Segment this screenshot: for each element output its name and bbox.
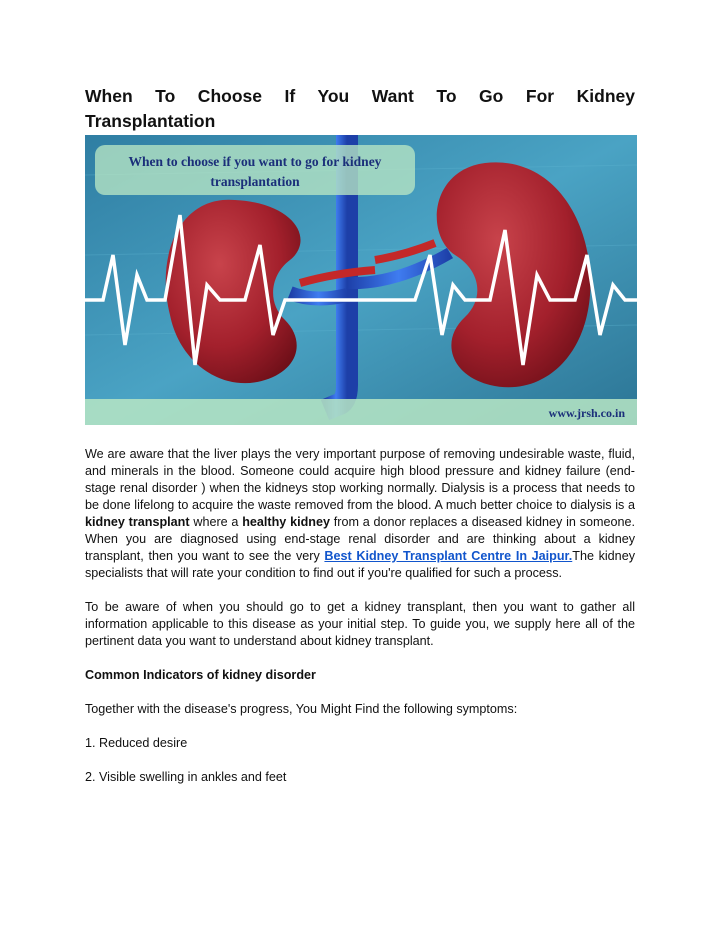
section-heading: Common Indicators of kidney disorder xyxy=(85,668,316,682)
title-line-1: When To Choose If You Want To Go For Kidney xyxy=(85,86,635,106)
article-body xyxy=(85,446,635,803)
transplant-centre-link[interactable]: Best Kidney Transplant Centre In Jaipur. xyxy=(324,549,573,563)
kidney-transplant-bold: kidney transplant xyxy=(85,515,190,529)
banner-line-1: When to choose if you want to go for kidney xyxy=(128,154,382,169)
hero-image xyxy=(85,135,637,425)
title-line-2: Transplantation xyxy=(85,111,216,131)
paragraph-1-text-b: where a xyxy=(189,515,243,529)
website-label: www.jrsh.co.in xyxy=(548,406,625,420)
intro-line: Together with the disease's progress, You Might Find the following symptoms: xyxy=(85,702,518,716)
paragraph-2: To be aware of when you should go to get a kidney transplant, then you want to gather all information applicable to this disease as your initial step. To guide you, we supply here all of the pertinent data you want to understand about kidney transplant. xyxy=(85,600,635,648)
paragraph-1-text-c: from a donor replaces a diseased kidney in someone. When you are diagnosed using end-stage renal disorder and are thinking about a kidney transplant, then you want to see the very xyxy=(85,515,635,563)
left-renal-vein xyxy=(290,293,347,299)
paragraph-1 xyxy=(85,446,635,582)
symptom-item: 2. Visible swelling in ankles and feet xyxy=(85,770,287,784)
banner-line-2: transplantation xyxy=(210,174,300,189)
article-title xyxy=(85,84,635,134)
symptom-item: 1. Reduced desire xyxy=(85,736,188,750)
paragraph-1-text-d: The kidney specialists that will rate your condition to find out if you're qualified for such a process. xyxy=(85,549,635,580)
healthy-kidney-bold: healthy kidney xyxy=(242,515,330,529)
paragraph-1-text-a: We are aware that the liver plays the very important purpose of removing undesirable waste, fluid, and minerals in the blood. Someone could acquire high blood pressure and kidney failure (end-stage renal disorder ) when the kidneys stop working normally. Dialysis is a process that needs to be done lifelong to acquire the waste removed from the blood. A much better choice to dialysis is a xyxy=(85,447,635,512)
